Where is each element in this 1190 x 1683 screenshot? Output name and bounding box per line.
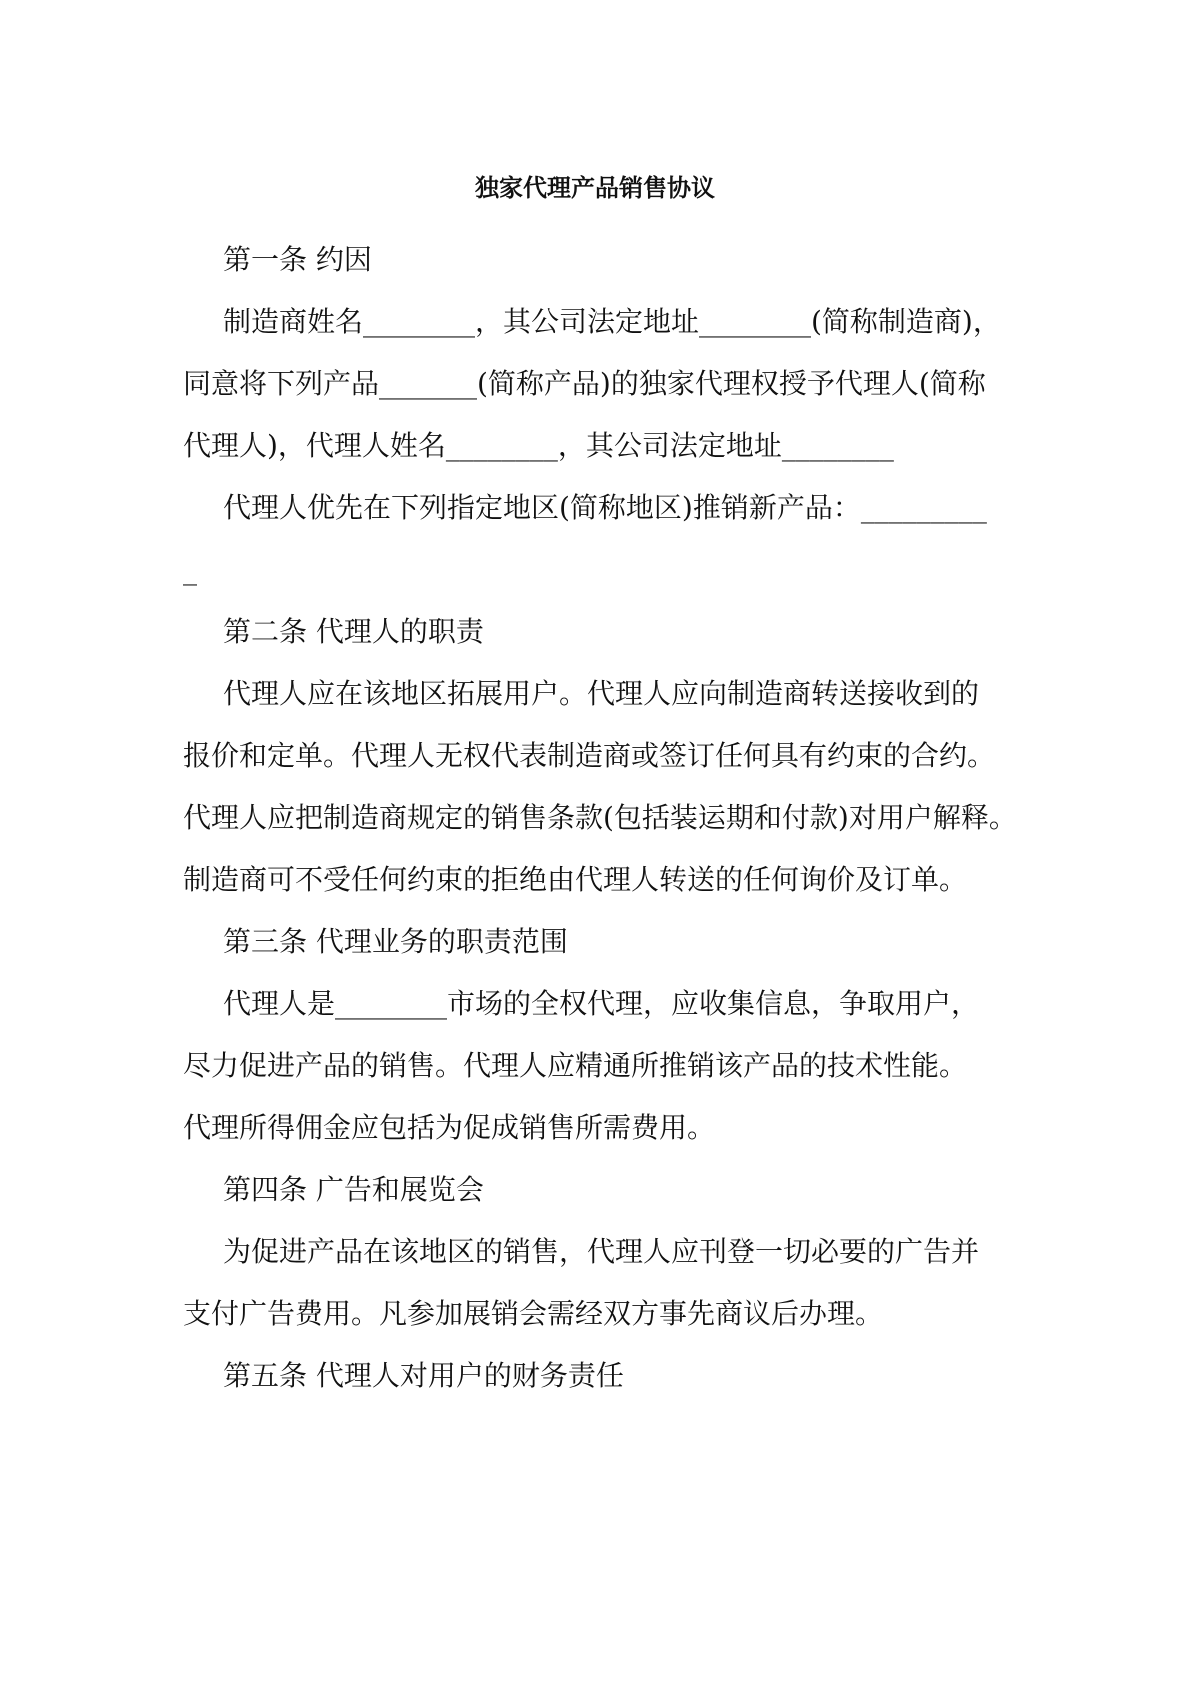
paragraph-line: 代理人)，代理人姓名________，其公司法定地址________ [183,429,894,462]
article-2-heading: 第二条 代理人的职责 [223,615,484,648]
paragraph-line: 代理人是________市场的全权代理，应收集信息，争取用户， [223,987,980,1020]
paragraph-line: 制造商可不受任何约束的拒绝由代理人转送的任何询价及订单。 [183,863,968,896]
paragraph-line: 支付广告费用。凡参加展销会需经双方事先商议后办理。 [183,1297,884,1330]
article-5-heading: 第五条 代理人对用户的财务责任 [223,1359,624,1392]
paragraph-line: 代理人应把制造商规定的销售条款(包括装运期和付款)对用户解释。 [183,801,1017,834]
document-title: 独家代理产品销售协议 [475,174,715,202]
paragraph-line: 代理人应在该地区拓展用户。代理人应向制造商转送接收到的 [223,677,980,710]
paragraph-line: _ [183,553,197,586]
paragraph-line: 代理人优先在下列指定地区(简称地区)推销新产品：_________ [223,491,987,524]
paragraph-line: 同意将下列产品_______(简称产品)的独家代理权授予代理人(简称 [183,367,986,400]
article-1-heading: 第一条 约因 [223,243,372,276]
paragraph-line: 报价和定单。代理人无权代表制造商或签订任何具有约束的合约。 [183,739,996,772]
paragraph-line: 制造商姓名________，其公司法定地址________(简称制造商)， [223,305,1001,338]
paragraph-line: 为促进产品在该地区的销售，代理人应刊登一切必要的广告并 [223,1235,980,1268]
article-4-heading: 第四条 广告和展览会 [223,1173,484,1206]
document-body [183,229,1033,1407]
paragraph-line: 代理所得佣金应包括为促成销售所需费用。 [183,1111,716,1144]
article-3-heading: 第三条 代理业务的职责范围 [223,925,568,958]
paragraph-line: 尽力促进产品的销售。代理人应精通所推销该产品的技术性能。 [183,1049,968,1082]
